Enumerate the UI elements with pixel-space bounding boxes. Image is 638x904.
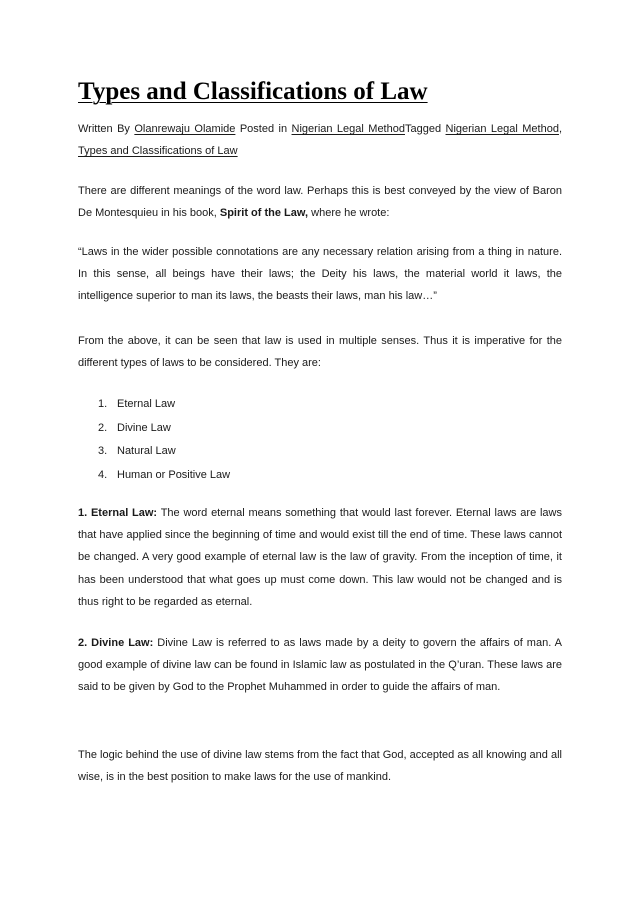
list-item: [98, 440, 230, 464]
posted-in-label: Posted in: [239, 123, 288, 135]
list-item-label: Eternal Law: [117, 398, 176, 410]
eternal-law-heading: 1. Eternal Law:: [78, 507, 158, 519]
tag-link-types-and-classifications[interactable]: Types and Classifications of Law: [78, 145, 238, 158]
book-title: Spirit of the Law,: [219, 207, 309, 220]
list-item-label: Natural Law: [117, 445, 176, 457]
tagged-label: Tagged: [404, 123, 442, 135]
list-item: [98, 417, 230, 441]
tag-separator: ,: [558, 123, 563, 135]
quote-paragraph: “Laws in the wider possible connotations are any necessary relation arising from a thing in nature. In this sense, all beings have their laws; the Deity his laws, the material world it laws, the intelligence superior to man its laws, the beasts their laws, man his law…”: [78, 246, 562, 303]
list-item-number: 4.: [98, 468, 108, 481]
list-item: [98, 464, 230, 488]
divine-law-text: Divine Law is referred to as laws made by a deity to govern the affairs of man. A good example of divine law can be found in Islamic law as postulated in the Q’uran. These laws are said to be given by God to the Prophet Muhammed in order to guide the affairs of man.: [78, 637, 562, 694]
divine-law-heading: 2. Divine Law:: [78, 637, 154, 649]
list-item: [98, 393, 230, 417]
intro-text: There are different meanings of the word law. Perhaps this is best conveyed by the view of Baron De Montesquieu in his book,: [78, 185, 562, 220]
list-item-number: 2.: [98, 421, 108, 434]
from-above-paragraph: From the above, it can be seen that law is used in multiple senses. Thus it is imperative for the different types of laws to be considered. They are:: [78, 335, 562, 370]
author-link[interactable]: Olanrewaju Olamide: [134, 123, 236, 135]
list-item-label: Human or Positive Law: [117, 468, 231, 481]
intro-paragraph: [78, 180, 562, 224]
logic-paragraph: The logic behind the use of divine law stems from the fact that God, accepted as all knowing and all wise, is in the best position to make laws for the use of mankind.: [78, 749, 562, 784]
category-link[interactable]: Nigerian Legal Method: [291, 123, 405, 135]
law-types-list: [98, 393, 230, 487]
eternal-law-text: The word eternal means something that would last forever. Eternal laws are laws that have applied since the beginning of time and would exist till the end of time. These laws cannot be changed. A very good example of eternal law is the law of gravity. From the inception of time, it has been understood that what goes up must come down. This law would not be changed and is thus right to be regarded as eternal.: [78, 507, 562, 608]
written-by-label: Written By: [78, 123, 130, 135]
divine-law-paragraph: [78, 632, 562, 699]
intro-tail: where he wrote:: [308, 207, 390, 220]
eternal-law-paragraph: [78, 502, 562, 613]
list-item-number: 3.: [98, 445, 108, 457]
byline: [78, 118, 562, 162]
list-item-label: Divine Law: [117, 421, 171, 434]
page-title: Types and Classifications of Law: [78, 78, 428, 105]
tag-link-nigerian-legal-method[interactable]: Nigerian Legal Method: [445, 123, 559, 135]
list-item-number: 1.: [98, 398, 108, 410]
